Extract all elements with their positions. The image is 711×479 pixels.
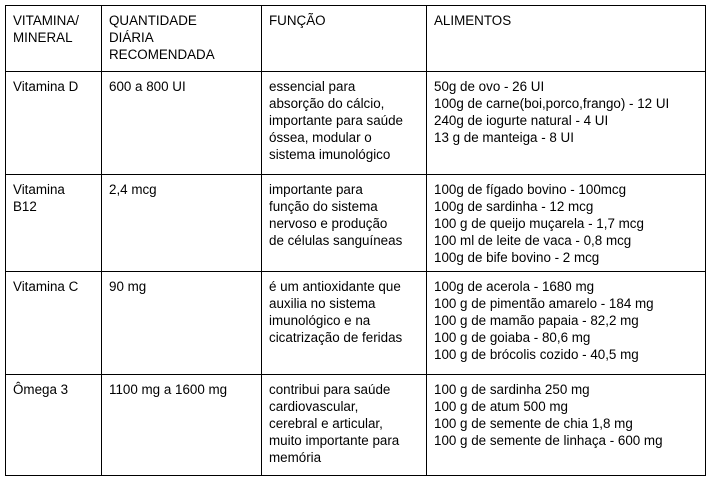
cell-text: 600 a 800 UI [109,79,186,94]
table-row [6,375,706,476]
cell-text: 100 g de pimentão amarelo - 184 mg [434,296,654,311]
cell-text: 1100 mg a 1600 mg [109,382,228,397]
cell-text: 100g de fígado bovino - 100mcg [434,182,627,197]
cell-text: Vitamina [13,182,65,197]
cell-text: função do sistema [269,199,378,214]
cell-text: 100g de acerola - 1680 mg [434,279,595,294]
cell-text: auxilia no sistema [269,296,376,311]
cell-text: 100 ml de leite de vaca - 0,8 mcg [434,233,632,248]
cell-foods [427,175,706,272]
cell-text: 100 g de atum 500 mg [434,399,568,414]
table-row [6,175,706,272]
cell-text: imunológico e na [269,313,371,328]
cell-text: 90 mg [109,279,147,294]
cell-text: cardiovascular, [269,399,359,414]
cell-text: importante para saúde [269,113,403,128]
cell-text: 100 g de goiaba - 80,6 mg [434,330,591,345]
header-text: FUNÇÃO [269,13,326,28]
cell-text: sistema imunológico [269,147,391,162]
cell-text: 100 g de brócolis cozido - 40,5 mg [434,347,639,362]
cell-text: 100g de bife bovino - 2 mcg [434,250,600,265]
cell-text: 2,4 mcg [109,182,157,197]
header-cell-function [262,6,427,72]
cell-text: Vitamina D [13,79,79,94]
cell-text: 100 g de semente de linhaça - 600 mg [434,433,663,448]
cell-text: 100 g de sardinha 250 mg [434,382,590,397]
cell-text: 13 g de manteiga - 8 UI [434,130,574,145]
table-row [6,72,706,175]
cell-text: Ômega 3 [13,382,69,397]
header-text: VITAMINA/ [13,13,79,28]
header-cell-foods [427,6,706,72]
cell-text: óssea, modular o [269,130,372,145]
cell-text: é um antioxidante que [269,279,401,294]
cell-text: 240g de iogurte natural - 4 UI [434,113,609,128]
cell-text: absorção do cálcio, [269,96,385,111]
cell-name [6,272,102,375]
header-cell-quantity [102,6,262,72]
cell-text: cerebral e articular, [269,416,383,431]
cell-text: 100 g de queijo muçarela - 1,7 mcg [434,216,644,231]
cell-text: 100g de carne(boi,porco,frango) - 12 UI [434,96,670,111]
cell-text: Vitamina C [13,279,79,294]
cell-function [262,272,427,375]
table-row [6,272,706,375]
cell-text: cicatrização de feridas [269,330,403,345]
cell-text: contribui para saúde [269,382,391,397]
cell-name [6,175,102,272]
cell-quantity [102,375,262,476]
cell-text: muito importante para [269,433,400,448]
cell-text: de células sanguíneas [269,233,403,248]
cell-function [262,375,427,476]
header-text: RECOMENDADA [109,47,215,62]
cell-text: 100 g de mamão papaia - 82,2 mg [434,313,639,328]
cell-foods [427,72,706,175]
header-cell-vitamin [6,6,102,72]
cell-function [262,72,427,175]
cell-quantity [102,72,262,175]
cell-foods [427,375,706,476]
cell-text: importante para [269,182,363,197]
nutrition-table [5,5,706,476]
header-text: MINERAL [13,30,73,45]
cell-text: nervoso e produção [269,216,388,231]
header-text: ALIMENTOS [434,13,512,28]
cell-name [6,375,102,476]
cell-quantity [102,272,262,375]
cell-text: 100g de sardinha - 12 mcg [434,199,594,214]
cell-function [262,175,427,272]
header-text: DIÁRIA [109,30,154,45]
cell-text: 50g de ovo - 26 UI [434,79,545,94]
cell-text: essencial para [269,79,356,94]
cell-foods [427,272,706,375]
header-text: QUANTIDADE [109,13,197,28]
header-row [6,6,706,72]
cell-name [6,72,102,175]
cell-text: 100 g de semente de chia 1,8 mg [434,416,633,431]
cell-quantity [102,175,262,272]
cell-text: memória [269,450,322,465]
cell-text: B12 [13,199,37,214]
